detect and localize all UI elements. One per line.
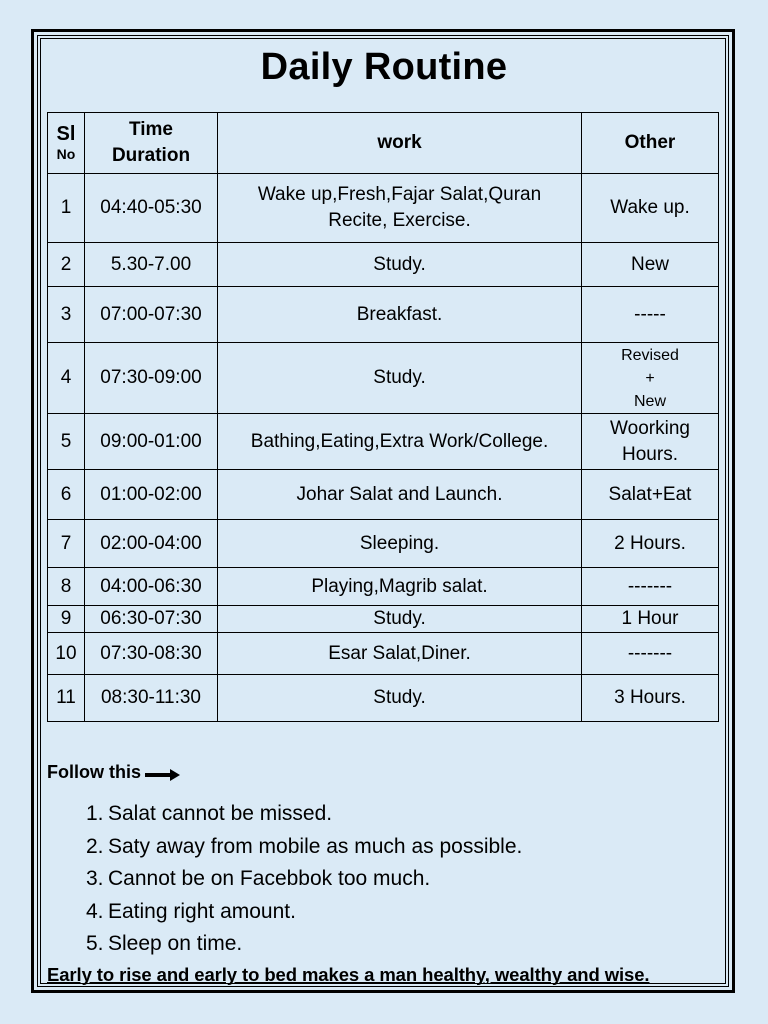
header-other: Other: [582, 113, 719, 174]
cell-sl: 2: [48, 243, 85, 287]
cell-time: 02:00-04:00: [85, 520, 218, 568]
table-row: [48, 470, 719, 520]
follow-this-label: Follow this: [47, 762, 181, 783]
cell-sl: 5: [48, 414, 85, 470]
table-row: [48, 633, 719, 675]
cell-other: 3 Hours.: [582, 675, 719, 722]
cell-time: 5.30-7.00: [85, 243, 218, 287]
cell-sl: 6: [48, 470, 85, 520]
cell-other: -------: [582, 633, 719, 675]
table-row: [48, 520, 719, 568]
cell-other: Revised + New: [582, 343, 719, 414]
cell-time: 07:30-08:30: [85, 633, 218, 675]
list-item: 4. Eating right amount.: [86, 899, 296, 923]
cell-sl: 9: [48, 606, 85, 633]
cell-work: Study.: [218, 675, 582, 722]
cell-other: -------: [582, 568, 719, 606]
cell-other: Woorking Hours.: [582, 414, 719, 470]
table-header-row: [48, 113, 719, 174]
header-time-duration: Time Duration: [85, 113, 218, 174]
cell-sl: 8: [48, 568, 85, 606]
cell-other: New: [582, 243, 719, 287]
list-item: 5. Sleep on time.: [86, 932, 243, 955]
cell-work: Esar Salat,Diner.: [218, 633, 582, 675]
right-arrow-icon: [145, 766, 181, 780]
table-row: [48, 568, 719, 606]
list-item: 3. Cannot be on Facebbok too much.: [86, 867, 431, 890]
header-work: work: [218, 113, 582, 174]
table-row: [48, 343, 719, 414]
table-row: [48, 606, 719, 633]
cell-work: Johar Salat and Launch.: [218, 470, 582, 520]
cell-work: Bathing,Eating,Extra Work/College.: [218, 414, 582, 470]
table-row: [48, 174, 719, 243]
cell-other: 1 Hour: [582, 606, 719, 633]
routine-table: [47, 112, 719, 722]
cell-sl: 1: [48, 174, 85, 243]
cell-time: 07:30-09:00: [85, 343, 218, 414]
cell-time: 07:00-07:30: [85, 287, 218, 343]
cell-work: Playing,Magrib salat.: [218, 568, 582, 606]
cell-time: 04:40-05:30: [85, 174, 218, 243]
cell-other: Salat+Eat: [582, 470, 719, 520]
cell-work: Study.: [218, 606, 582, 633]
cell-other: 2 Hours.: [582, 520, 719, 568]
cell-time: 01:00-02:00: [85, 470, 218, 520]
table-row: [48, 414, 719, 470]
cell-work: Study.: [218, 343, 582, 414]
cell-other: Wake up.: [582, 174, 719, 243]
cell-time: 08:30-11:30: [85, 675, 218, 722]
cell-other: -----: [582, 287, 719, 343]
cell-sl: 4: [48, 343, 85, 414]
list-item: 1. Salat cannot be missed.: [86, 802, 333, 825]
cell-work: Breakfast.: [218, 287, 582, 343]
cell-time: 04:00-06:30: [85, 568, 218, 606]
cell-work: Study.: [218, 243, 582, 287]
page-title: Daily Routine: [260, 46, 508, 88]
list-item: 2. Saty away from mobile as much as possible.: [86, 834, 523, 858]
cell-time: 06:30-07:30: [85, 606, 218, 633]
cell-sl: 3: [48, 287, 85, 343]
cell-work: Sleeping.: [218, 520, 582, 568]
rules-list: [86, 798, 522, 961]
cell-sl: 10: [48, 633, 85, 675]
cell-work: Wake up,Fresh,Fajar Salat,Quran Recite, Exercise.: [218, 174, 582, 243]
cell-sl: 11: [48, 675, 85, 722]
table-row: [48, 243, 719, 287]
cell-time: 09:00-01:00: [85, 414, 218, 470]
header-sl-no: Sl No: [48, 113, 85, 174]
table-row: [48, 675, 719, 722]
motto-text: Early to rise and early to bed makes a man healthy, wealthy and wise.: [47, 964, 650, 985]
table-row: [48, 287, 719, 343]
cell-sl: 7: [48, 520, 85, 568]
